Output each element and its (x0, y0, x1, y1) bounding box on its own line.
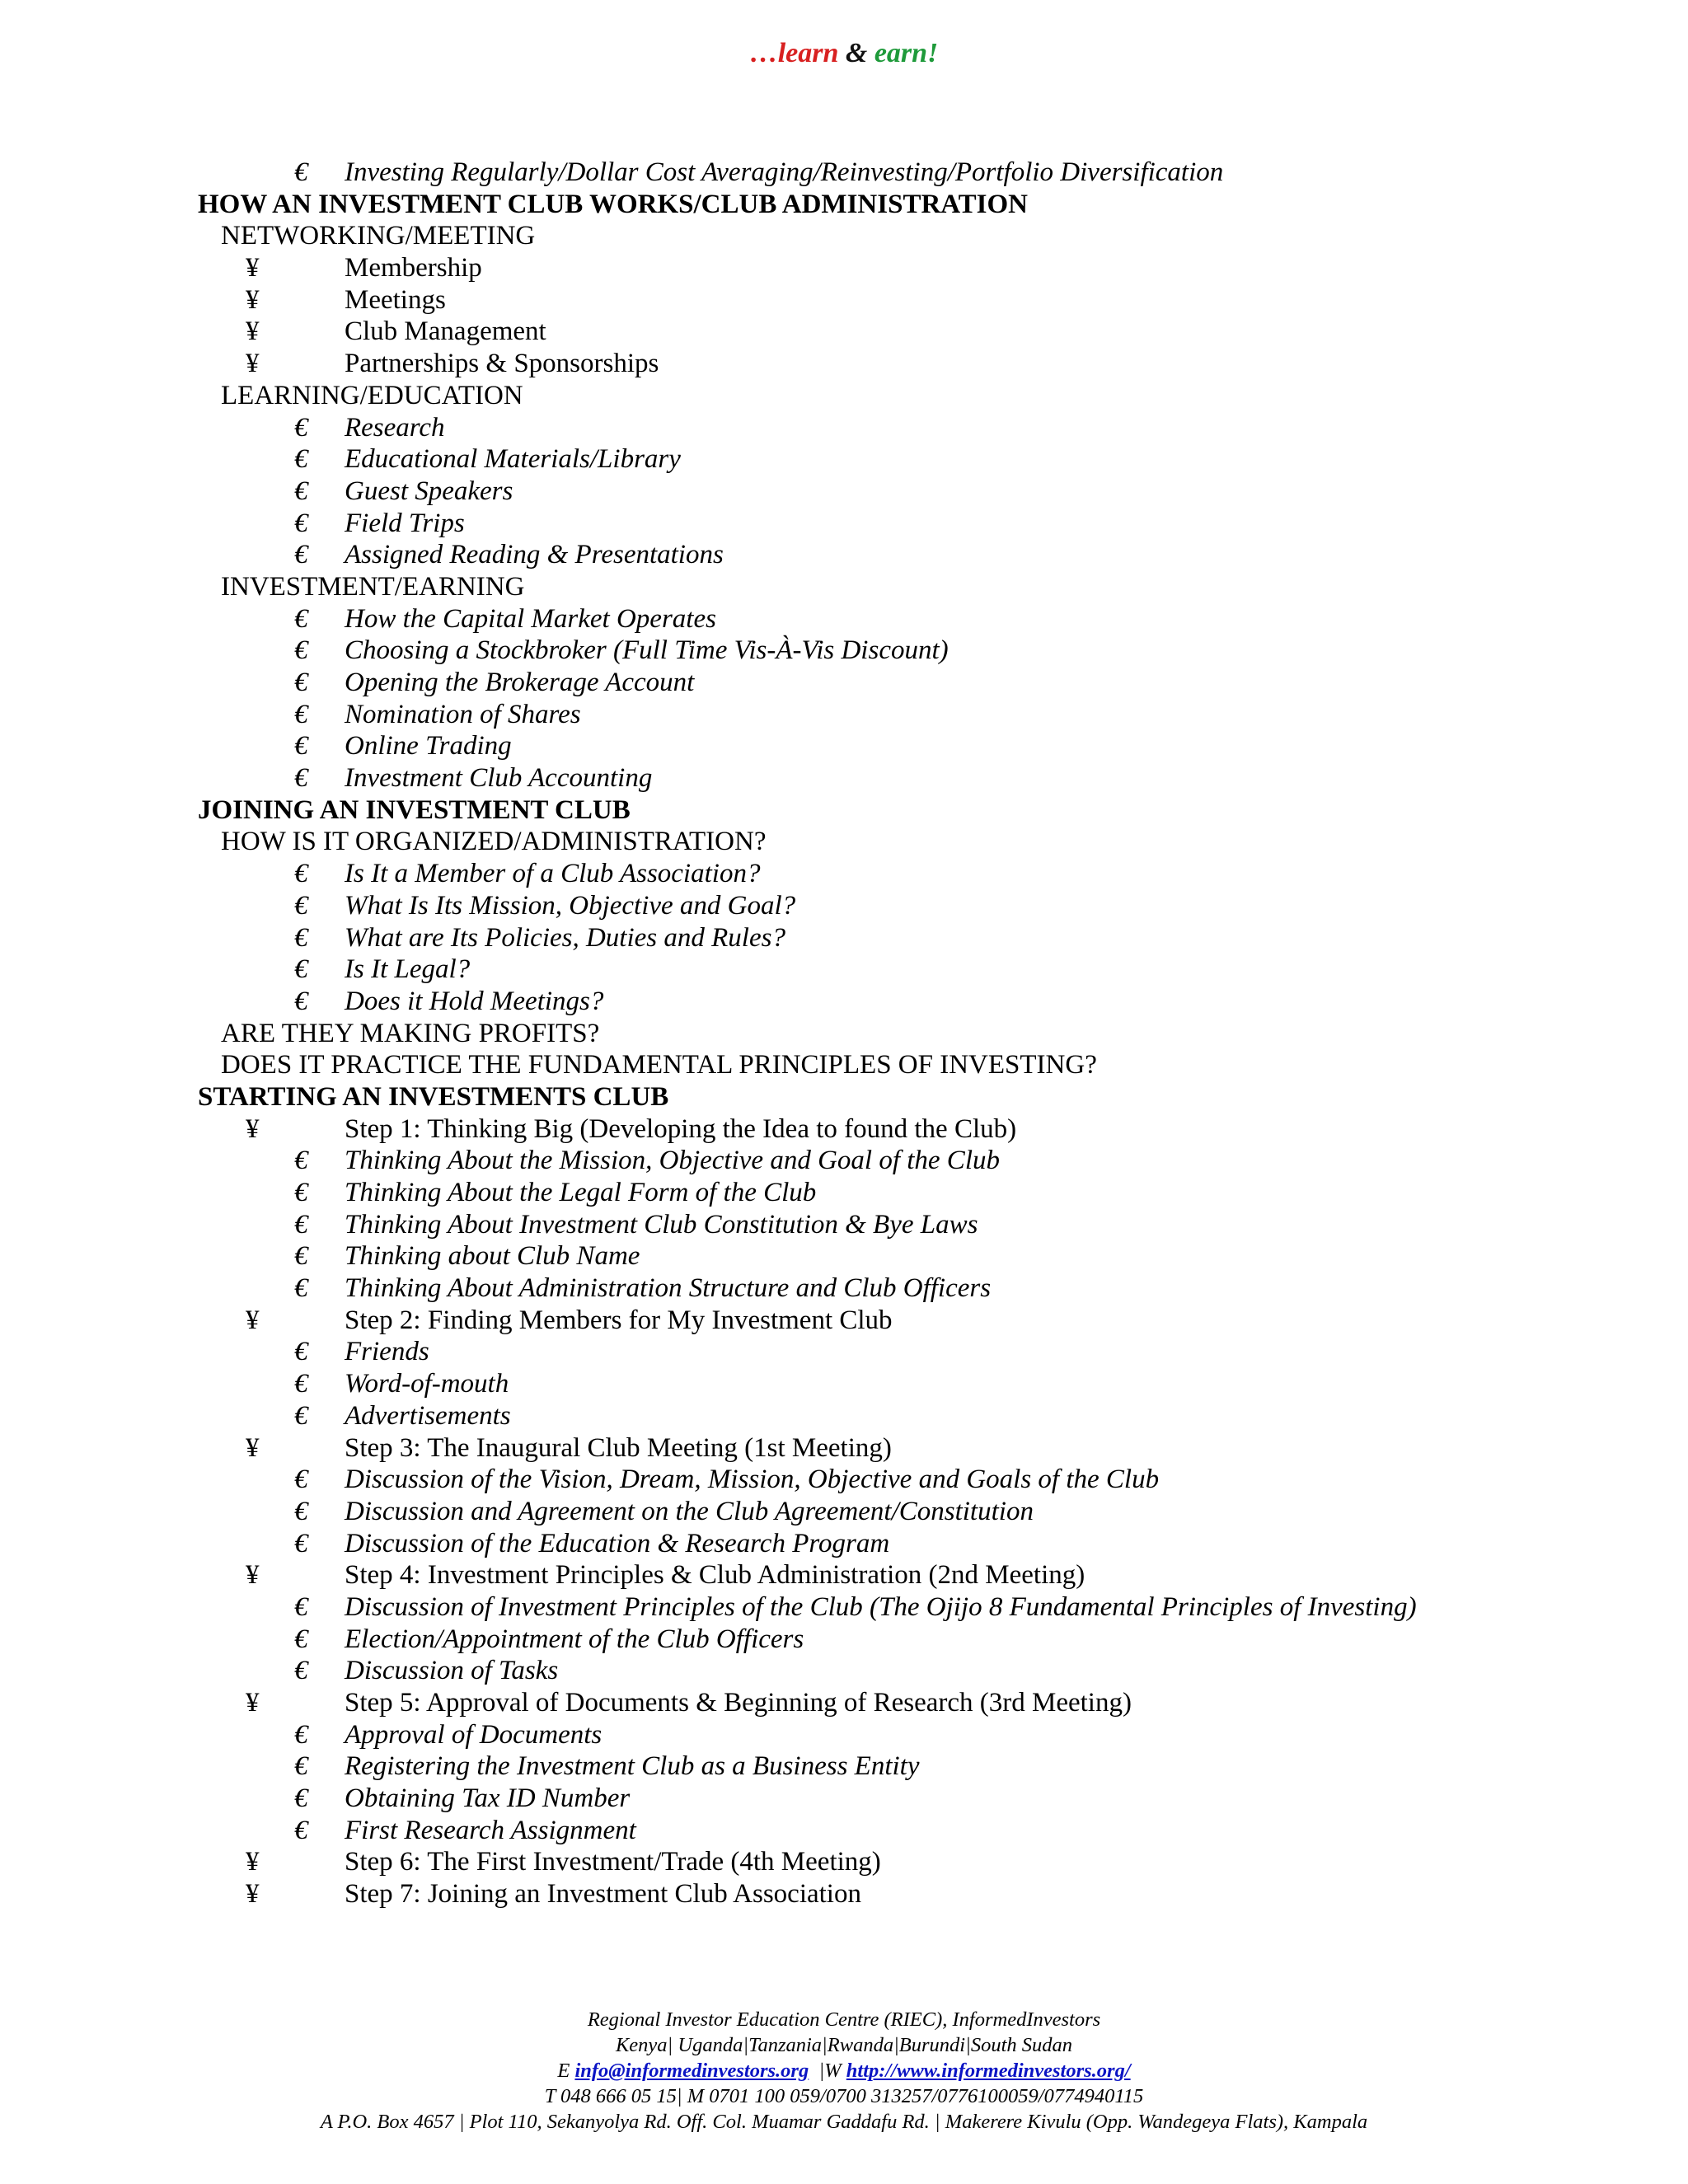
list-item (0, 252, 1688, 284)
list-item-text: Membership (345, 253, 482, 284)
list-item (0, 1496, 1688, 1528)
section-heading: HOW AN INVESTMENT CLUB WORKS/CLUB ADMINISTRATION (198, 189, 1029, 219)
section-heading: JOINING AN INVESTMENT CLUB (198, 794, 631, 825)
list-item (0, 762, 1688, 794)
step-item (0, 1846, 1688, 1878)
list-item-text: Field Trips (345, 508, 465, 538)
euro-bullet-icon: € (294, 1783, 308, 1814)
list-item-text: How the Capital Market Operates (345, 603, 716, 634)
list-item (0, 1368, 1688, 1400)
list-item-text: Thinking About the Mission, Objective and Goal of the Club (345, 1146, 1000, 1176)
list-item-text: Discussion of the Vision, Dream, Mission, Objective and Goals of the Club (345, 1465, 1160, 1495)
footer-phones: T 048 666 05 15| M 0701 100 059/0700 313257/0776100059/0774940115 (544, 2085, 1144, 2107)
euro-bullet-icon: € (294, 890, 308, 921)
list-item-text: Partnerships & Sponsorships (345, 349, 659, 379)
list-item-text: Discussion and Agreement on the Club Agreement/Constitution (345, 1496, 1034, 1526)
euro-bullet-icon: € (294, 1751, 308, 1782)
list-item-text: Step 4: Investment Principles & Club Administration (2nd Meeting) (345, 1560, 1085, 1591)
step-item (0, 1113, 1688, 1146)
euro-bullet-icon: € (294, 922, 308, 953)
euro-bullet-icon: € (294, 1209, 308, 1240)
euro-bullet-icon: € (294, 986, 308, 1016)
list-item-text: Choosing a Stockbroker (Full Time Vis-À-Vis Discount) (345, 635, 949, 666)
list-item (0, 1783, 1688, 1815)
list-item (0, 316, 1688, 348)
list-item-text: Thinking About the Legal Form of the Club (345, 1178, 817, 1207)
subsection-heading: NETWORKING/MEETING (221, 221, 536, 251)
euro-bullet-icon: € (294, 668, 308, 697)
euro-bullet-icon: € (294, 1624, 308, 1654)
list-item-text: Is It Legal? (345, 954, 471, 985)
list-item-text: Discussion of Investment Principles of the Club (The Ojijo 8 Fundamental Principles of Investing) (345, 1591, 1417, 1622)
list-item (0, 890, 1688, 922)
euro-bullet-icon: € (294, 444, 308, 475)
yen-bullet-icon: ¥ (246, 1305, 260, 1335)
list-item-text: Step 3: The Inaugural Club Meeting (1st Meeting) (345, 1432, 892, 1463)
euro-bullet-icon: € (294, 1528, 308, 1558)
list-item (0, 603, 1688, 635)
list-item-text: Approval of Documents (345, 1719, 603, 1750)
subsection-heading: HOW IS IT ORGANIZED/ADMINISTRATION? (221, 827, 767, 857)
list-item-text: Step 1: Thinking Big (Developing the Idea to found the Club) (345, 1113, 1017, 1144)
list-item (0, 1336, 1688, 1368)
list-item (0, 157, 1688, 189)
euro-bullet-icon: € (294, 1465, 308, 1495)
list-item (0, 1591, 1688, 1624)
list-item-text: Is It a Member of a Club Association? (345, 859, 761, 889)
list-item (0, 699, 1688, 731)
outline-content (0, 157, 1688, 1910)
list-item-text: Meetings (345, 284, 446, 315)
euro-bullet-icon: € (294, 540, 308, 570)
euro-bullet-icon: € (294, 1241, 308, 1272)
list-item-text: Step 7: Joining an Investment Club Association (345, 1879, 861, 1910)
euro-bullet-icon: € (294, 1591, 308, 1622)
section-heading: STARTING AN INVESTMENTS CLUB (198, 1081, 669, 1112)
list-item-text: Does it Hold Meetings? (345, 986, 604, 1016)
euro-bullet-icon: € (294, 1400, 308, 1431)
list-item (0, 348, 1688, 380)
step-item (0, 1878, 1688, 1910)
euro-bullet-icon: € (294, 603, 308, 634)
list-item-text: Step 2: Finding Members for My Investment Club (345, 1305, 893, 1335)
yen-bullet-icon: ¥ (246, 349, 260, 379)
euro-bullet-icon: € (294, 635, 308, 666)
yen-bullet-icon: ¥ (246, 284, 260, 315)
list-item (0, 1209, 1688, 1241)
list-item (0, 1750, 1688, 1783)
footer-organization: Regional Investor Education Centre (RIEC), InformedInvestors (587, 2008, 1101, 2031)
list-item-text: Step 5: Approval of Documents & Beginning of Research (3rd Meeting) (345, 1688, 1132, 1718)
list-item (0, 922, 1688, 954)
page-footer (0, 2007, 1688, 2135)
list-item-text: Registering the Investment Club as a Business Entity (345, 1751, 920, 1782)
yen-bullet-icon: ¥ (246, 1560, 260, 1591)
list-item-text: First Research Assignment (345, 1815, 636, 1845)
list-item-text: Assigned Reading & Presentations (345, 540, 724, 570)
list-item-text: Obtaining Tax ID Number (345, 1783, 631, 1814)
footer-countries: Kenya| Uganda|Tanzania|Rwanda|Burundi|South Sudan (615, 2034, 1073, 2056)
list-item (0, 1528, 1688, 1560)
euro-bullet-icon: € (294, 1178, 308, 1207)
list-item-text: Thinking about Club Name (345, 1241, 640, 1272)
euro-bullet-icon: € (294, 954, 308, 985)
list-item (0, 284, 1688, 316)
subsection-heading: LEARNING/EDUCATION (221, 380, 523, 410)
list-item (0, 476, 1688, 508)
yen-bullet-icon: ¥ (246, 1847, 260, 1877)
list-item-text: What are Its Policies, Duties and Rules? (345, 922, 785, 953)
euro-bullet-icon: € (294, 412, 308, 443)
subsection-heading: DOES IT PRACTICE THE FUNDAMENTAL PRINCIPLES OF INVESTING? (221, 1050, 1097, 1080)
euro-bullet-icon: € (294, 157, 308, 187)
list-item-text: Step 6: The First Investment/Trade (4th Meeting) (345, 1847, 881, 1877)
list-item-text: Friends (345, 1337, 429, 1367)
tagline-learn: …learn (749, 38, 839, 68)
footer-contacts-web (0, 2058, 1688, 2083)
step-item (0, 1432, 1688, 1465)
footer-email-prefix: E (557, 2060, 575, 2082)
euro-bullet-icon: € (294, 1496, 308, 1526)
list-item-text: Opening the Brokerage Account (345, 668, 695, 697)
list-item (0, 635, 1688, 667)
list-item (0, 1177, 1688, 1209)
list-item-text: Nomination of Shares (345, 699, 581, 729)
euro-bullet-icon: € (294, 1337, 308, 1367)
euro-bullet-icon: € (294, 1815, 308, 1845)
footer-address: A P.O. Box 4657 | Plot 110, Sekanyolya Rd. Off. Col. Muamar Gaddafu Rd. | Makerere Kivulu (Opp. Wandegeya Flats), Kampala (320, 2111, 1368, 2133)
euro-bullet-icon: € (294, 699, 308, 729)
euro-bullet-icon: € (294, 1146, 308, 1176)
list-item (0, 954, 1688, 986)
subsection-heading: INVESTMENT/EARNING (221, 571, 525, 602)
euro-bullet-icon: € (294, 1719, 308, 1750)
euro-bullet-icon: € (294, 1369, 308, 1399)
list-item (0, 1240, 1688, 1272)
list-item (0, 539, 1688, 571)
list-item (0, 1624, 1688, 1656)
euro-bullet-icon: € (294, 859, 308, 889)
footer-email-link[interactable]: info@informedinvestors.org (574, 2060, 809, 2082)
yen-bullet-icon: ¥ (246, 1113, 260, 1144)
list-item-text: What Is Its Mission, Objective and Goal? (345, 890, 796, 921)
list-item-text: Investment Club Accounting (345, 763, 653, 794)
euro-bullet-icon: € (294, 508, 308, 538)
list-item-text: Discussion of the Education & Research Program (345, 1528, 890, 1558)
yen-bullet-icon: ¥ (246, 316, 260, 347)
yen-bullet-icon: ¥ (246, 1432, 260, 1463)
list-item (0, 667, 1688, 699)
yen-bullet-icon: ¥ (246, 1879, 260, 1910)
list-item-text: Research (345, 412, 445, 443)
list-item-text: Guest Speakers (345, 476, 513, 506)
list-item-text: Word-of-mouth (345, 1369, 509, 1399)
list-item (0, 730, 1688, 762)
step-item (0, 1305, 1688, 1337)
euro-bullet-icon: € (294, 1656, 308, 1686)
list-item (0, 443, 1688, 476)
step-item (0, 1559, 1688, 1591)
list-item (0, 1464, 1688, 1496)
list-item (0, 1145, 1688, 1177)
list-item (0, 986, 1688, 1018)
list-item (0, 1272, 1688, 1305)
euro-bullet-icon: € (294, 1273, 308, 1304)
list-item-text: Investing Regularly/Dollar Cost Averaging/Reinvesting/Portfolio Diversification (345, 157, 1224, 187)
yen-bullet-icon: ¥ (246, 253, 260, 284)
subsection-heading: ARE THEY MAKING PROFITS? (221, 1018, 600, 1048)
list-item-text: Election/Appointment of the Club Officers (345, 1624, 804, 1654)
euro-bullet-icon: € (294, 476, 308, 506)
euro-bullet-icon: € (294, 731, 308, 762)
yen-bullet-icon: ¥ (246, 1688, 260, 1718)
euro-bullet-icon: € (294, 763, 308, 794)
list-item-text: Online Trading (345, 731, 512, 762)
list-item-text: Advertisements (345, 1400, 511, 1431)
list-item (0, 1655, 1688, 1687)
list-item-text: Thinking About Investment Club Constitution & Bye Laws (345, 1209, 978, 1240)
list-item-text: Club Management (345, 316, 546, 347)
list-item (0, 858, 1688, 890)
footer-web-prefix: |W (809, 2060, 846, 2082)
tagline-ampersand: & (838, 38, 874, 68)
list-item (0, 1719, 1688, 1751)
page-header-tagline (0, 38, 1688, 69)
footer-web-link[interactable]: http://www.informedinvestors.org/ (846, 2060, 1131, 2082)
step-item (0, 1687, 1688, 1719)
list-item-text: Thinking About Administration Structure and Club Officers (345, 1273, 992, 1304)
list-item (0, 1815, 1688, 1847)
list-item-text: Discussion of Tasks (345, 1656, 559, 1686)
tagline-earn: earn! (874, 38, 939, 68)
list-item (0, 1400, 1688, 1432)
list-item-text: Educational Materials/Library (345, 444, 681, 475)
list-item (0, 412, 1688, 444)
list-item (0, 508, 1688, 540)
